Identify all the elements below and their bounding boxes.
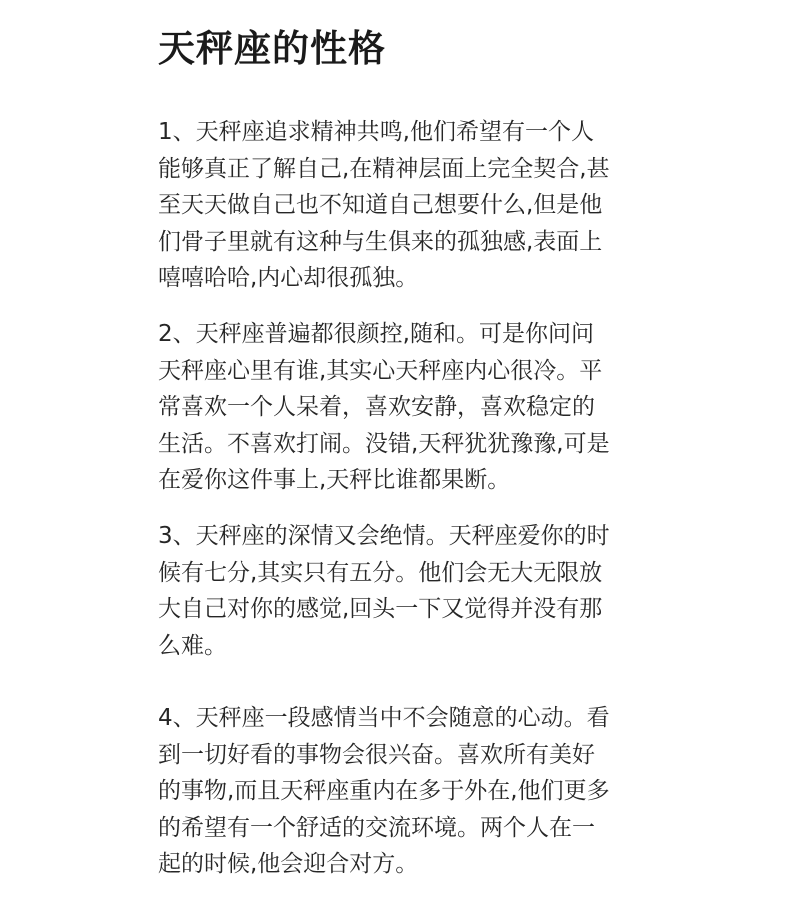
paragraph-line: 候有七分,其实只有五分。他们会无大无限放 [158, 559, 603, 586]
paragraph-line: 嘻嘻哈哈,内心却很孤独。 [158, 265, 419, 291]
paragraph-line: 常喜欢一个人呆着，喜欢安静，喜欢稳定的 [158, 394, 595, 420]
paragraph-line: 大自己对你的感觉,回头一下又觉得并没有那 [158, 596, 603, 622]
paragraph-line: 们骨子里就有这种与生俱来的孤独感,表面上 [158, 228, 603, 255]
paragraph-1 [158, 114, 658, 297]
page-title: 天秤座的性格 [158, 27, 386, 70]
paragraph-line: 能够真正了解自己,在精神层面上完全契合,甚 [158, 155, 610, 182]
paragraph-line: 起的时候,他会迎合对方。 [158, 851, 419, 877]
paragraph-line: 的事物,而且天秤座重内在多于外在,他们更多 [158, 778, 610, 804]
paragraph-line: 1、天秤座追求精神共鸣,他们希望有一个人 [158, 119, 594, 145]
paragraph-line: 在爱你这件事上,天秤比谁都果断。 [158, 467, 511, 493]
paragraph-line: 4、天秤座一段感情当中不会随意的心动。看 [158, 705, 610, 731]
paragraph-line: 到一切好看的事物会很兴奋。喜欢所有美好 [158, 741, 595, 768]
paragraph-line: 至天天做自己也不知道自己想要什么,但是他 [158, 192, 603, 218]
paragraph-4 [158, 700, 658, 883]
paragraph-line: 么难。 [158, 632, 227, 659]
paragraph-2 [158, 316, 658, 499]
paragraph-line: 天秤座心里有谁,其实心天秤座内心很冷。平 [158, 357, 603, 384]
paragraph-line: 生活。不喜欢打闹。没错,天秤犹犹豫豫,可是 [158, 430, 610, 457]
paragraph-line: 3、天秤座的深情又会绝情。天秤座爱你的时 [158, 523, 610, 549]
paragraph-3 [158, 518, 658, 664]
paragraph-line: 2、天秤座普遍都很颜控,随和。可是你问问 [158, 321, 594, 347]
paragraph-line: 的希望有一个舒适的交流环境。两个人在一 [158, 814, 595, 841]
